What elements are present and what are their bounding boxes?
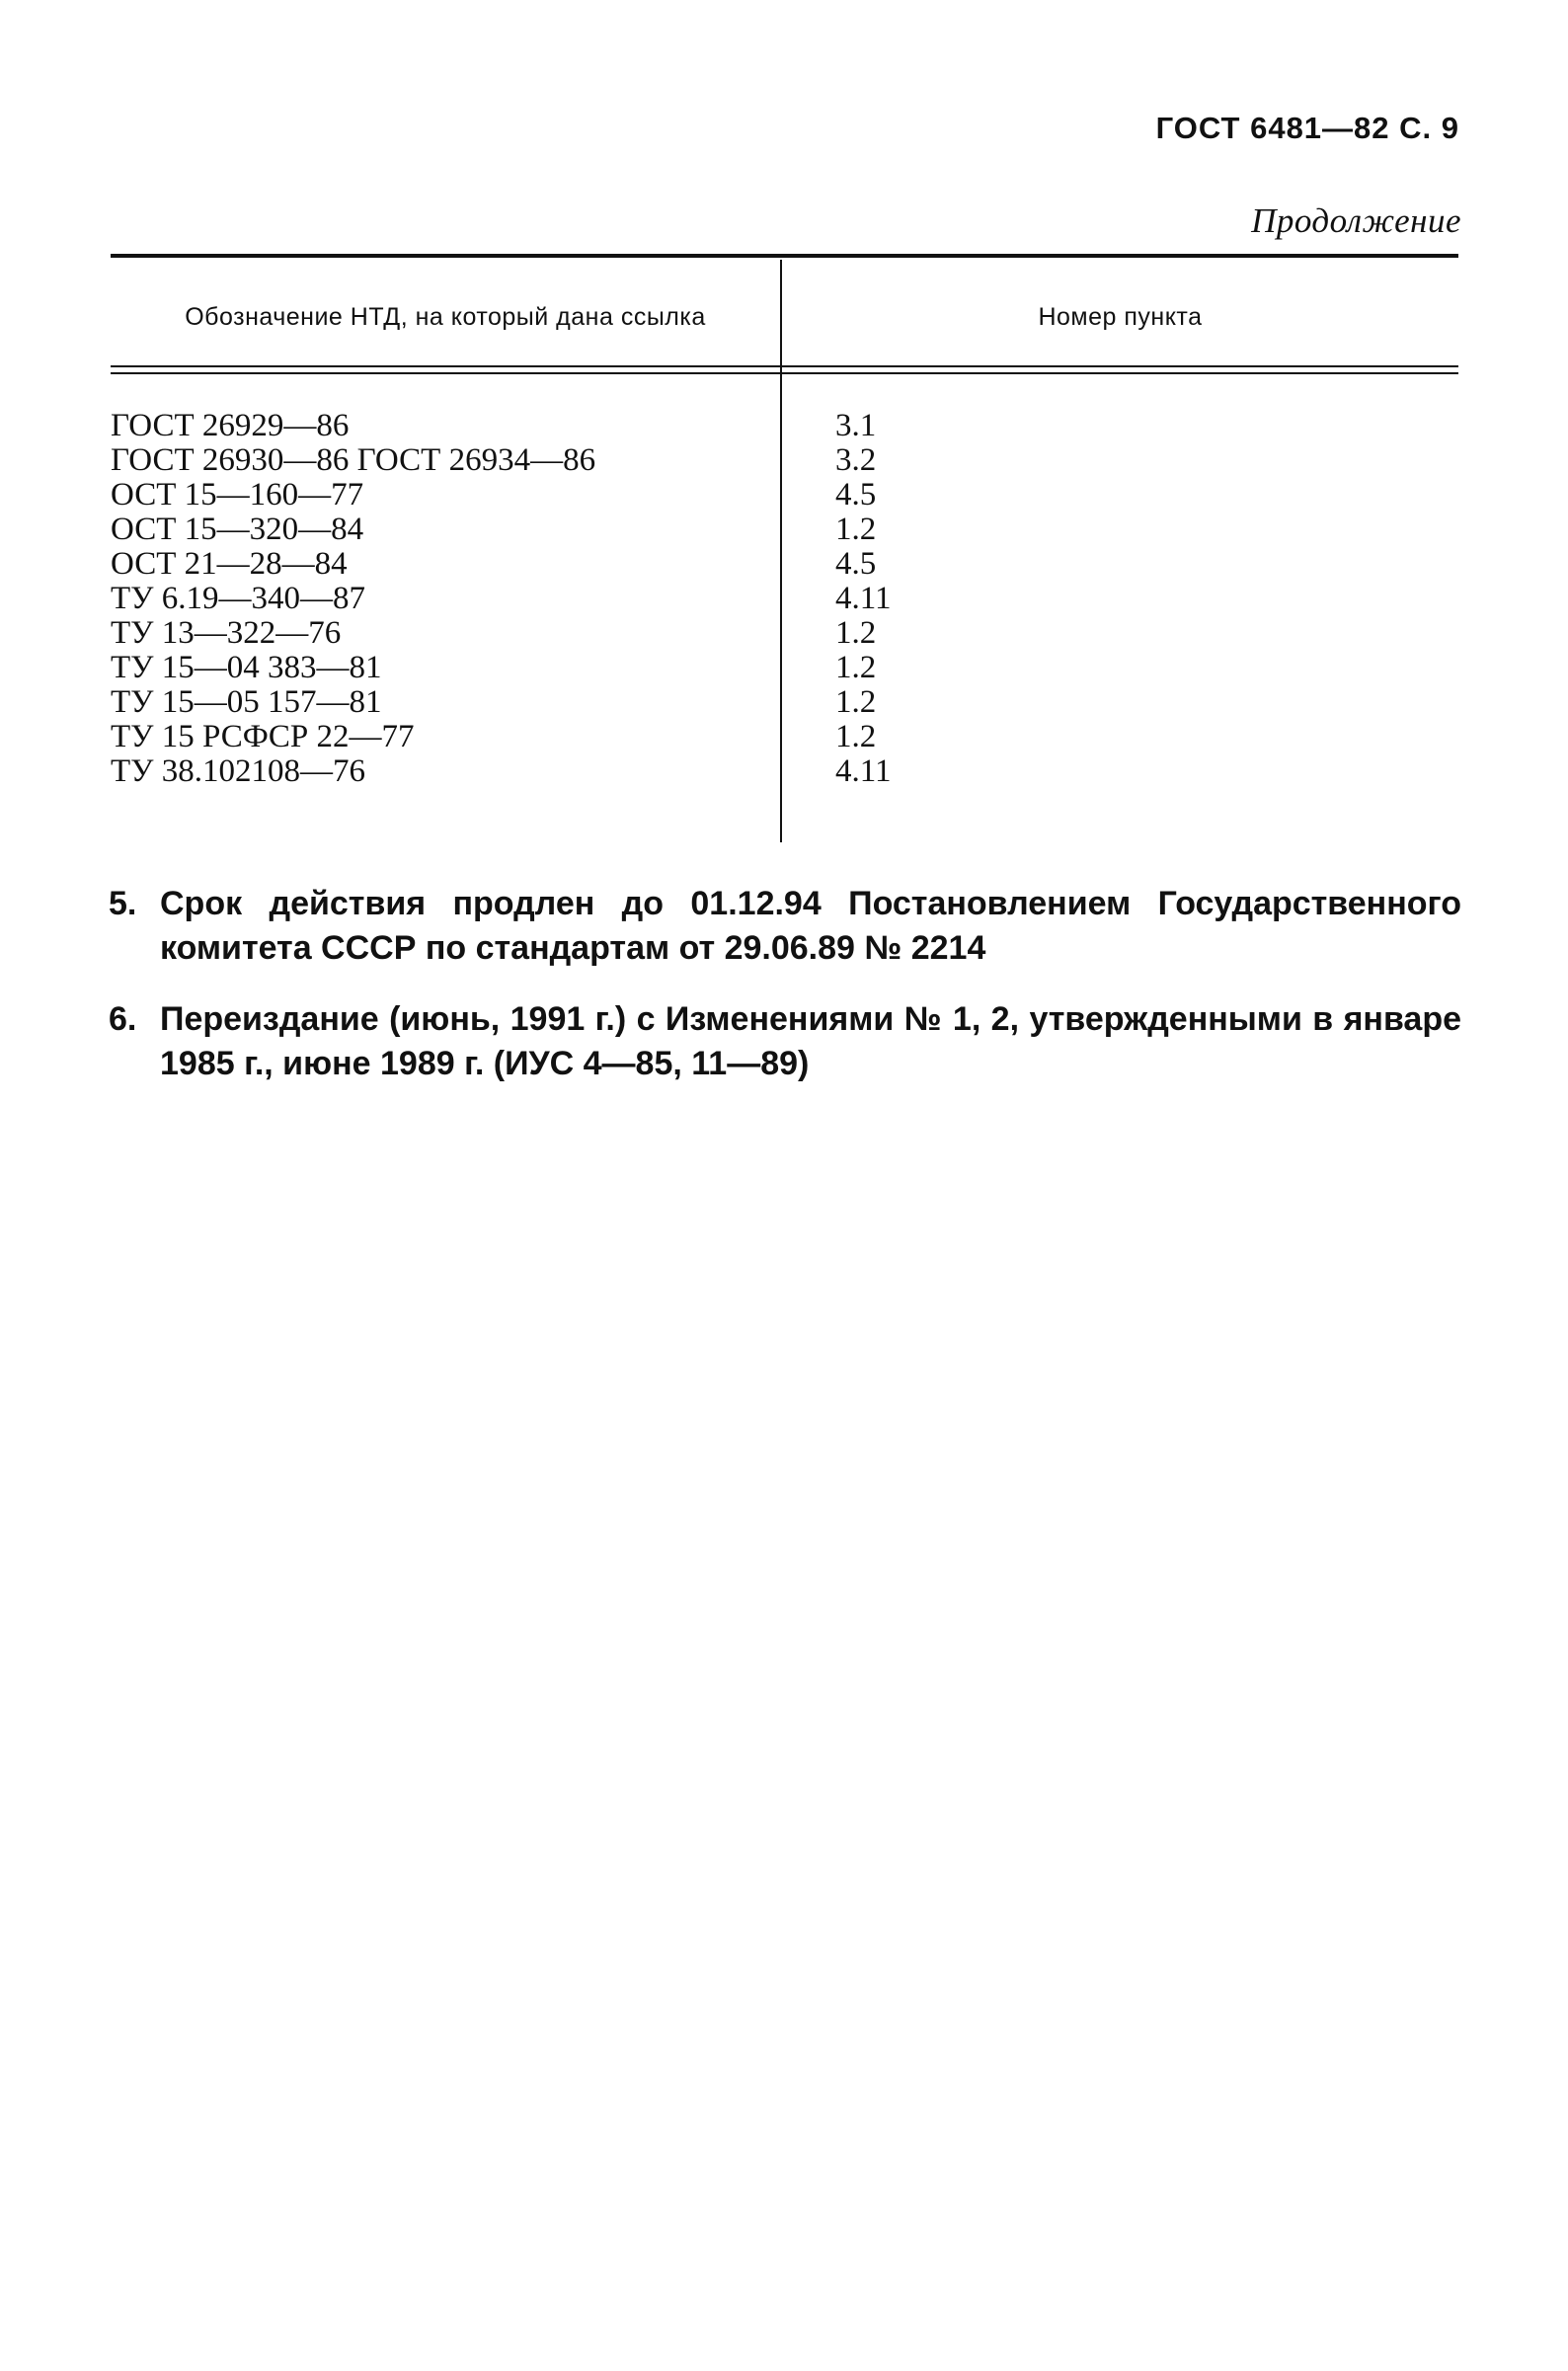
document-ref: ОСТ 21—28—84 (111, 546, 348, 582)
table-body (111, 409, 1458, 789)
document-ref: ТУ 13—322—76 (111, 615, 342, 651)
clause-number: 3.1 (835, 408, 877, 443)
table-row (111, 754, 1458, 789)
document-ref: ГОСТ 26930—86 ГОСТ 26934—86 (111, 442, 596, 478)
clause-number: 1.2 (835, 512, 877, 547)
note-text: Срок действия продлен до 01.12.94 Постановлением Государственного комитета СССР по стандартам от 29.06.89 № 2214 (160, 885, 1461, 967)
table-row (111, 547, 1458, 582)
clause-number: 4.11 (835, 753, 892, 789)
table-row (111, 720, 1458, 754)
column-header-document: Обозначение НТД, на который дана ссылка (185, 303, 706, 331)
clause-number: 4.5 (835, 477, 877, 513)
page-header: ГОСТ 6481—82 С. 9 (1155, 111, 1459, 145)
clause-number: 1.2 (835, 650, 877, 685)
table-top-rule (111, 254, 1458, 258)
notes-section (109, 882, 1461, 1113)
note-number: 6. (109, 1000, 137, 1038)
column-header-clause: Номер пункта (1038, 303, 1203, 331)
document-ref: ТУ 6.19—340—87 (111, 581, 366, 616)
clause-number: 3.2 (835, 442, 877, 478)
table-row (111, 616, 1458, 651)
table-row (111, 685, 1458, 720)
clause-number: 1.2 (835, 684, 877, 720)
table-row (111, 582, 1458, 616)
table-row (111, 443, 1458, 478)
table-row (111, 478, 1458, 513)
clause-number: 4.5 (835, 546, 877, 582)
reference-table (111, 254, 1458, 846)
table-row (111, 651, 1458, 685)
document-ref: ОСТ 15—160—77 (111, 477, 364, 513)
note-number: 5. (109, 885, 137, 922)
document-ref: ГОСТ 26929—86 (111, 408, 350, 443)
document-ref: ТУ 15—04 383—81 (111, 650, 382, 685)
document-ref: ТУ 15—05 157—81 (111, 684, 382, 720)
document-ref: ТУ 38.102108—76 (111, 753, 366, 789)
continuation-label: Продолжение (1251, 201, 1461, 240)
note-item (109, 997, 1461, 1086)
header-double-rule (111, 365, 1458, 374)
note-text: Переиздание (июнь, 1991 г.) с Изменениями № 1, 2, утвержденными в январе 1985 г., июне 1989 г. (ИУС 4—85, 11—89) (160, 1000, 1461, 1082)
clause-number: 1.2 (835, 719, 877, 754)
clause-number: 1.2 (835, 615, 877, 651)
document-ref: ТУ 15 РСФСР 22—77 (111, 719, 415, 754)
table-row (111, 513, 1458, 547)
document-ref: ОСТ 15—320—84 (111, 512, 364, 547)
clause-number: 4.11 (835, 581, 892, 616)
note-item (109, 882, 1461, 971)
table-row (111, 409, 1458, 443)
